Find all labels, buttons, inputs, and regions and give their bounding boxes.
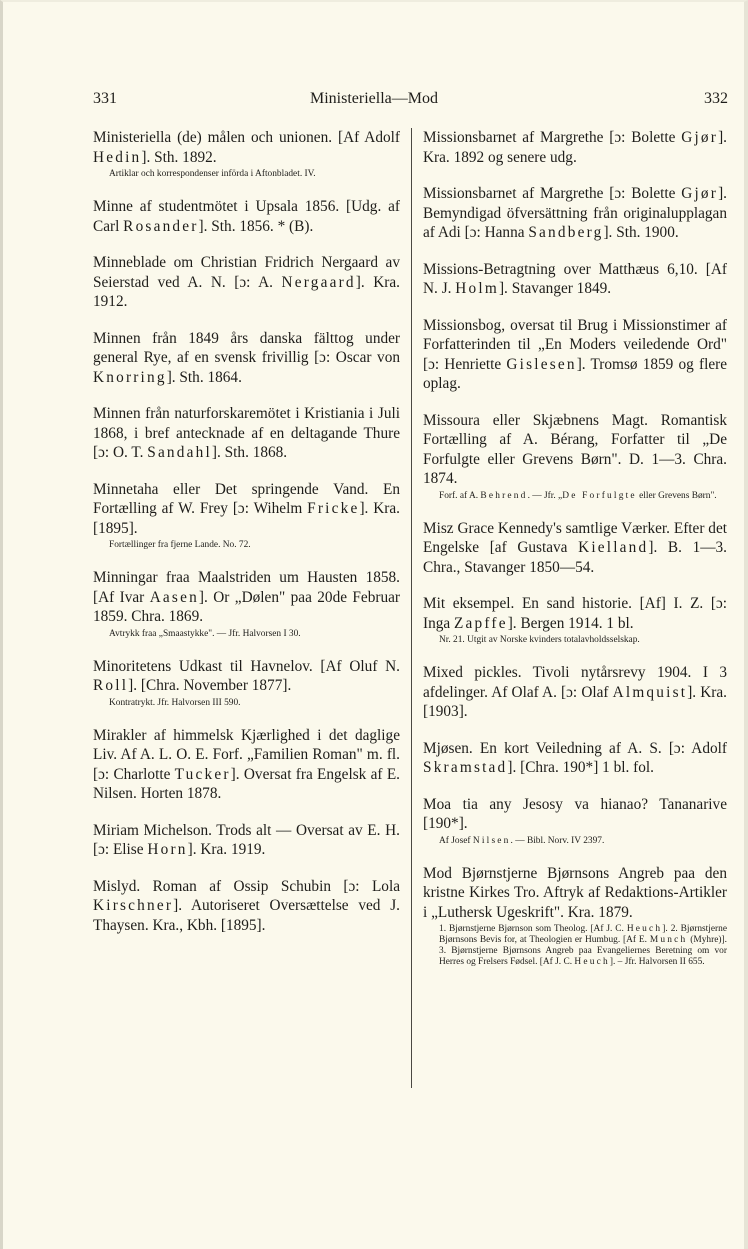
catalog-entry	[423, 128, 727, 167]
entry-text	[423, 795, 727, 834]
spaced-name: Gislesen	[506, 355, 577, 373]
entry-text	[423, 128, 727, 167]
entry-note: Kontratrykt. Jfr. Halvorsen III 590.	[109, 697, 241, 708]
entry-text-run: ]. Kra. [1903].	[423, 683, 727, 720]
catalog-entry	[93, 568, 400, 640]
entry-text-run: ]. Bemyndigad öfversättning från originalupplagan af Adi [ɔ: Hanna	[423, 185, 727, 241]
spaced-name: Rosander	[123, 217, 199, 235]
entry-note	[423, 491, 727, 502]
entry-text	[423, 316, 727, 394]
catalog-entry	[93, 821, 400, 860]
entry-text-run: ]. Tromsø 1859 og flere oplag.	[423, 355, 727, 392]
spaced-name: De Forfulgte	[562, 490, 637, 501]
catalog-entry	[93, 329, 400, 388]
entry-text-run: Minnen från naturforskaremötet i Kristiania i Juli 1868, i bref antecknade af en deltagande Thure [ɔ: O. T.	[93, 405, 400, 461]
catalog-entry	[423, 260, 727, 299]
entry-text	[93, 657, 400, 696]
spaced-name: Zapffe	[454, 614, 508, 632]
entry-text	[93, 568, 400, 627]
entry-text-run: Minne af studentmötet i Upsala 1856. [Udg. af Carl	[93, 198, 400, 235]
entry-text	[93, 877, 400, 936]
entry-text-run: Mirakler af himmelsk Kjærlighed i det daglige Liv. Af A. L. O. E. Forf. „Familien Roman" m. fl. [ɔ: Charlotte	[93, 726, 400, 783]
entry-text-run: ]. Sth. 1868.	[211, 444, 288, 461]
spaced-name: Sandahl	[147, 444, 212, 461]
entry-text	[423, 864, 727, 923]
entry-note	[423, 924, 727, 968]
catalog-entry	[93, 253, 400, 312]
catalog-entry	[423, 184, 727, 243]
entry-text-run: Forf. af A.	[439, 490, 481, 501]
entry-text-run: Missionsbarnet af Margrethe [ɔ: Bolette	[423, 129, 682, 146]
spaced-name: Kielland	[578, 539, 649, 556]
catalog-entry	[423, 663, 727, 722]
catalog-entry	[423, 739, 727, 778]
entry-text-run: Mjøsen. En kort Veiledning af A. S. [ɔ: Adolf	[423, 739, 727, 757]
left-page-number: 331	[93, 90, 117, 107]
catalog-entry	[423, 411, 727, 502]
catalog-entry	[93, 404, 400, 463]
right-page-number: 332	[704, 90, 728, 107]
entry-text-run: . — Jfr. „	[527, 490, 563, 501]
entry-text-run: Misz Grace Kennedy's samtlige Værker. Efter det Engelske [af Gustava	[423, 519, 727, 556]
entry-text	[93, 128, 400, 167]
entry-text-run: Af Josef	[439, 835, 473, 846]
spaced-name: Behrend	[480, 490, 528, 501]
entry-text-run: Moa tia any Jesosy va hianao? Tananarive [190*].	[423, 795, 727, 832]
entry-text-run: Mislyd. Roman af Ossip Schubin [ɔ: Lola	[93, 877, 400, 895]
entry-text-run: Missoura eller Skjæbnens Magt. Romantisk Fortælling af A. Bérang, Forfatter til „De Forfulgte eller Grevens Børn". D. 1—3. Chra. 1874.	[423, 411, 727, 487]
spaced-name: Knorring	[93, 368, 167, 386]
catalog-entry	[423, 594, 727, 646]
entry-text	[423, 260, 727, 299]
spaced-name: Nergaard	[281, 273, 356, 291]
entry-text-run: ]. Autoriseret Oversættelse ved J. Thaysen. Kra., Kbh. [1895].	[93, 897, 400, 934]
running-header	[0, 90, 748, 112]
spaced-name: Almquist	[612, 683, 688, 701]
entry-text-run: Mixed pickles. Tivoli nytårsrevy 1904. I 3 afdelinger. Af Olaf A. [ɔ: Olaf	[423, 664, 727, 701]
entry-text-run: ]. Kra. 1919.	[187, 841, 266, 858]
spaced-name: Roll	[93, 677, 129, 694]
entry-text-run: ]. Sth. 1856. * (B).	[198, 217, 314, 235]
entry-text-run: Mod Bjørnstjerne Bjørnsons Angreb paa den kristne Kirkes Tro. Aftryk af Redaktions-Artikler i „Luthersk Ugeskrift". Kra. 1879.	[423, 864, 727, 921]
entry-text-run: ]. Sth. 1892.	[141, 148, 217, 166]
entry-note: Artiklar och korrespondenser införda i Aftonbladet. IV.	[109, 169, 316, 179]
entry-text	[93, 329, 400, 388]
entry-text-run: Minoritetens Udkast til Havnelov. [Af Oluf N.	[93, 657, 400, 675]
entry-note: Nr. 21. Utgit av Norske kvinders totalavholdsselskap.	[439, 635, 640, 645]
entry-text-run: eller Grevens Børn".	[636, 490, 717, 501]
entry-text-run: Minningar fraa Maalstriden um Hausten 1858. [Af Ivar	[93, 569, 400, 606]
entry-text-run: ]. Sth. 1864.	[166, 368, 242, 386]
entry-text	[93, 404, 400, 463]
entry-text-run: (Myhre)]. 3. Bjørnstjerne Bjørnsons Angreb paa Evangeliernes Beretning om vor Herres og Frelsers Fødsel. [Af J. C.	[439, 935, 727, 967]
entry-text-run: ]. Stavanger 1849.	[498, 280, 612, 297]
entry-text-run: ]. Kra. 1892 og senere udg.	[423, 129, 727, 166]
entry-text-run: ]. – Jfr. Halvorsen II 655.	[609, 957, 705, 967]
entry-text	[423, 184, 727, 243]
entry-text	[423, 519, 727, 578]
spaced-name: Gjør	[681, 129, 719, 146]
catalog-entry	[423, 864, 727, 969]
entry-text-run: ]. Kra. [1895].	[93, 500, 401, 537]
spaced-name: Gjør	[681, 185, 719, 202]
spaced-name: Munch	[649, 935, 688, 945]
entry-text	[423, 663, 727, 722]
entry-text-run: Missionsbarnet af Margrethe [ɔ: Bolette	[423, 185, 682, 202]
catalog-entry	[93, 877, 400, 936]
catalog-entry	[93, 480, 400, 552]
entry-text	[423, 411, 727, 489]
spaced-name: Heuch	[574, 957, 610, 967]
column-divider	[411, 128, 412, 1088]
entry-text-run: Ministeriella (de) målen och unionen. [Af Adolf	[93, 129, 400, 146]
entry-text-run: . — Bibl. Norv. IV 2397.	[510, 835, 605, 846]
spaced-name: Holm	[455, 280, 499, 297]
catalog-entry	[93, 657, 400, 709]
spaced-name: Kirschner	[93, 897, 174, 914]
entry-text-run: Miriam Michelson. Trods alt — Oversat av E. H. [ɔ: Elise	[93, 821, 400, 858]
entry-text-run: Minnetaha eller Det springende Vand. En Fortælling af W. Frey [ɔ: Wihelm	[93, 480, 400, 517]
entry-text	[93, 821, 400, 860]
entry-text	[93, 197, 400, 236]
entry-text-run: ]. 2. Bjørnstjerne Bjørnsons Bevis for, at Theologien er Humbug. [Af E.	[439, 924, 727, 945]
entry-text-run: ]. Kra. 1912.	[93, 273, 400, 310]
spaced-name: Fricke	[307, 500, 360, 517]
entry-text-run: ]. Bergen 1914. 1 bl.	[507, 614, 634, 632]
spaced-name: Nilsen	[472, 835, 511, 846]
spaced-name: Tucker	[174, 765, 231, 783]
entry-note	[423, 836, 727, 847]
catalog-entry	[93, 128, 400, 180]
entry-text-run: Minnen från 1849 års danska fälttog under general Rye, af en svensk frivillig [ɔ: Oscar von	[93, 329, 400, 366]
entry-text	[93, 480, 400, 539]
entry-text-run: ]. Sth. 1900.	[603, 224, 679, 241]
entry-text-run: Minneblade om Christian Fridrich Nergaard av Seierstad ved A. N. [ɔ: A.	[93, 254, 400, 291]
entry-text	[93, 253, 400, 312]
catalog-entry	[93, 726, 400, 804]
entry-text-run: 1. Bjørnstjerne Bjørnson som Theolog. [Af J. C.	[439, 924, 627, 934]
entry-text-run: Mit eksempel. En sand historie. [Af] I. Z. [ɔ: Inga	[423, 595, 727, 632]
catalog-entry	[423, 316, 727, 394]
spaced-name: Skramstad	[423, 759, 508, 776]
entry-text-run: ]. [Chra. 190*] 1 bl. fol.	[507, 759, 654, 776]
catalog-entry	[93, 197, 400, 236]
spaced-name: Hedin	[93, 148, 142, 166]
catalog-entry	[423, 519, 727, 578]
spaced-name: Heuch	[626, 924, 663, 934]
spaced-name: Sandberg	[528, 224, 604, 241]
left-column	[93, 128, 400, 952]
entry-note: Avtrykk fraa „Smaastykke". — Jfr. Halvorsen I 30.	[109, 628, 301, 639]
catalog-entry	[423, 795, 727, 847]
entry-text-run: Missions-Betragtning over Matthæus 6,10. [Af N. J.	[423, 260, 727, 297]
entry-text-run: ]. Oversat fra Engelsk af E. Nilsen. Horten 1878.	[93, 765, 400, 802]
entry-text-run: ]. B. 1—3. Chra., Stavanger 1850—54.	[423, 539, 727, 576]
entry-text-run: Missionsbog, oversat til Brug i Missionstimer af Forfatterinden til „En Moders veiledende Ord" [ɔ: Henriette	[423, 316, 727, 373]
spaced-name: Aasen	[149, 588, 199, 606]
running-title: Ministeriella—Mod	[310, 90, 438, 107]
right-column	[423, 128, 727, 985]
spaced-name: Horn	[147, 841, 188, 858]
entry-text-run: ]. [Chra. November 1877].	[128, 677, 292, 694]
entry-text	[93, 726, 400, 804]
entry-text	[423, 594, 727, 633]
entry-note: Fortællinger fra fjerne Lande. No. 72.	[109, 540, 251, 550]
entry-text	[423, 739, 727, 778]
entry-text-run: ]. Or „Dølen" paa 20de Februar 1859. Chra. 1869.	[93, 588, 400, 625]
